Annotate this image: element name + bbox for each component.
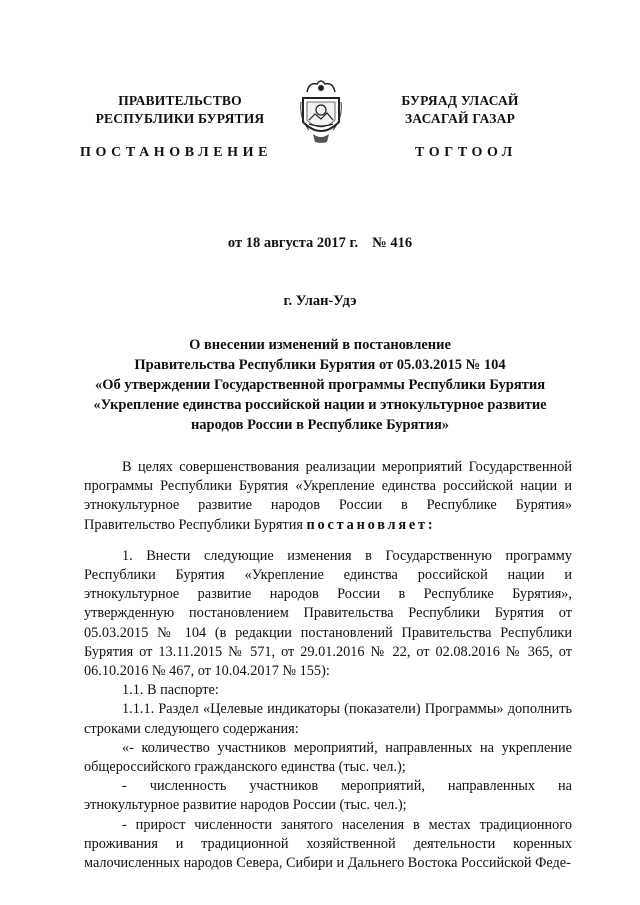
city: г. Улан-Удэ [283,293,357,309]
title-line: «Об утверждении Государственной программы Республики Бурятия [94,377,546,393]
header-right-line: ЗАСАГАЙ ГАЗАР [404,111,516,126]
document-number: № 416 [372,235,413,251]
body-paragraph: - прирост численности занятого населения в местах традиционного проживания и традиционной хозяйственной деятельности коренных малочисленных народов Севера, Сибири и Дальнего Востока Российской Феде- [84,816,572,872]
body-paragraph: - численность участников мероприятий, направленных на этнокультурное развитие народов России (тыс. чел.); [84,778,572,814]
body-paragraph: 1. Внести следующие изменения в Государственную программу Республики Бурятия «Укрепление единства российской нации и этнокультурное развитие народов России в Республике Бурятия», утвержденную постановлением Правительства Республики Бурятия от 05.03.2015 № 104 (в редакции постановлений Правительства Республики Бурятия от 13.11.2015 № 571, от 29.01.2016 № 22, от 02.08.2016 № 365, от 06.10.2016 № 467, от 10.04.2017 № 155): [84,547,572,680]
body-paragraph: 1.1.1. Раздел «Целевые индикаторы (показатели) Программы» дополнить строками следующего содержания: [84,701,572,737]
title-line: Правительства Республики Бурятия от 05.03.2015 № 104 [134,357,506,373]
title-line: «Укрепление единства российской нации и этнокультурное развитие [93,397,547,413]
document-title [60,335,580,435]
header-left-line: ПРАВИТЕЛЬСТВО [118,93,242,108]
document-date: от 18 августа 2017 г. [227,235,359,251]
document-kind-left: ПОСТАНОВЛЕНИЕ [80,145,273,160]
decree-word: постановляет: [306,516,436,533]
header-right-line: БУРЯАД УЛАСАЙ [401,93,519,108]
title-line: народов России в Республике Бурятия» [190,417,450,433]
preamble-paragraph [84,458,572,535]
document-body [84,458,572,873]
document-kind-right: ТОГТООЛ [415,145,517,160]
header-right-authority [360,92,560,128]
header-left-authority [80,92,280,128]
header-left-line: РЕСПУБЛИКИ БУРЯТИЯ [95,111,265,126]
body-paragraph: «- количество участников мероприятий, направленных на укрепление общероссийского гражданского единства (тыс. чел.); [84,739,572,776]
date-number-line [0,235,640,252]
body-paragraph: 1.1. В паспорте: [122,682,219,699]
coat-of-arms-icon [299,78,343,146]
title-line: О внесении изменений в постановление [189,337,451,353]
preamble-text: В целях совершенствования реализации мероприятий Государственной программы Республики Бурятия «Укрепление единства российской нации и этнокультурное развитие народов России в Республике Бурятия» Правительство Республики Бурятия [84,459,572,533]
